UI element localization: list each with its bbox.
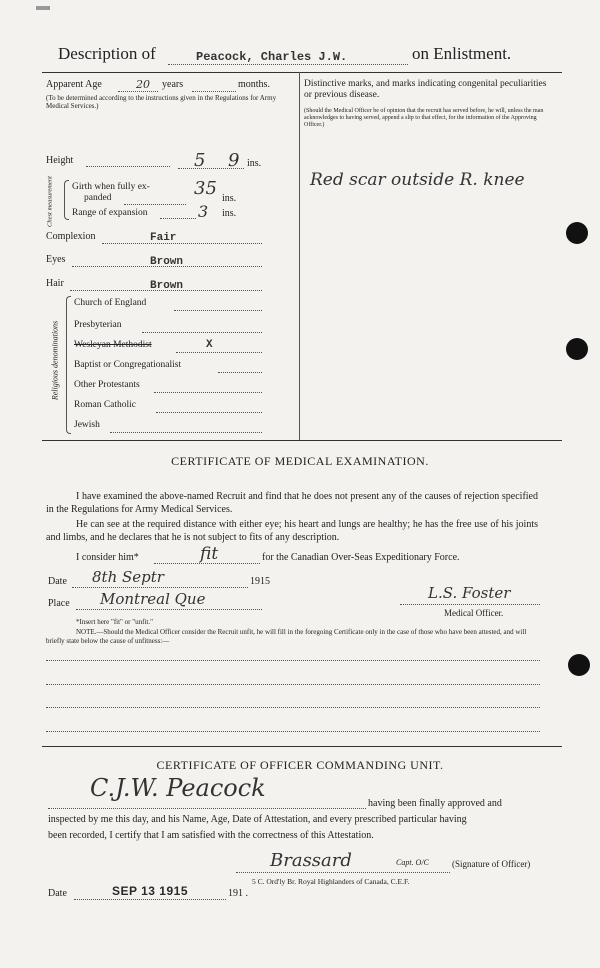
medical-note: NOTE.—Should the Medical Officer consider the Recruit unfit, he will fill in the foregoing Certificate only in the case of those who have been attested, and will briefly state below the cause of unfitness:— xyxy=(46,628,527,645)
age-months-label: months. xyxy=(238,79,270,90)
range-line xyxy=(160,218,196,219)
recruit-signature-line xyxy=(48,808,366,809)
commanding-text-1: having been finally approved and xyxy=(368,798,502,809)
consider-suffix: for the Canadian Over-Seas Expeditionary Force. xyxy=(262,552,460,563)
religion-line-2 xyxy=(176,352,262,353)
religion-item-0: Church of England xyxy=(74,298,147,308)
age-line xyxy=(118,91,158,92)
consider-prefix: I consider him* xyxy=(76,552,139,563)
medical-date-line xyxy=(72,587,248,588)
medical-officer-label: Medical Officer. xyxy=(444,608,504,618)
religion-item-1: Presbyterian xyxy=(74,320,122,330)
religion-line-4 xyxy=(154,392,262,393)
name-line xyxy=(168,64,408,65)
commanding-officer-signature: Brassard xyxy=(270,850,352,871)
religion-line-6 xyxy=(110,432,262,433)
height-line xyxy=(86,166,170,167)
commanding-date-stamp: SEP 13 1915 xyxy=(112,884,189,898)
medical-place-value: Montreal Que xyxy=(100,590,206,608)
punch-hole-middle xyxy=(566,338,588,360)
unfit-line-4 xyxy=(46,731,540,732)
medical-place-line xyxy=(76,609,262,610)
height-inches: 9 xyxy=(228,150,240,171)
medical-date-value: 8th Septr xyxy=(92,568,164,586)
complexion-value: Fair xyxy=(150,232,177,244)
top-mark xyxy=(36,6,50,10)
medical-place-label: Place xyxy=(48,598,70,609)
fit-line xyxy=(154,563,260,564)
hair-label: Hair xyxy=(46,278,64,289)
section-rule-2 xyxy=(42,746,562,747)
religion-brace xyxy=(66,296,71,434)
religion-item-6: Jewish xyxy=(74,420,100,430)
insert-note: *Insert here "fit" or "unfit." xyxy=(76,618,153,626)
range-value: 3 xyxy=(198,202,209,221)
religion-group-label: Religious denominations xyxy=(50,320,60,401)
punch-hole-lower xyxy=(568,654,590,676)
commanding-unit: 5 C. Ord'ly Br. Royal Highlanders of Canada, C.E.F. xyxy=(252,877,410,886)
chest-brace xyxy=(64,180,69,220)
commanding-signature-label: (Signature of Officer) xyxy=(452,859,531,869)
section-rule-1 xyxy=(42,440,562,441)
age-label: Apparent Age xyxy=(46,79,102,90)
marks-note: (Should the Medical Officer be of opinion that the recruit has served before, he will, unless the man acknowledges to having served, append a slip to that effect, for the information of the Approving Officer.) xyxy=(304,108,544,128)
months-line xyxy=(192,91,236,92)
religion-line-1 xyxy=(142,332,262,333)
age-years-label: years xyxy=(162,79,184,90)
commanding-heading: CERTIFICATE OF OFFICER COMMANDING UNIT. xyxy=(156,758,444,772)
religion-item-2: Wesleyan Methodist xyxy=(74,340,152,350)
commanding-date-line xyxy=(74,899,226,900)
medical-heading: CERTIFICATE OF MEDICAL EXAMINATION. xyxy=(171,454,429,468)
religion-item-4: Other Protestants xyxy=(74,380,140,390)
unfit-line-3 xyxy=(46,707,540,708)
header-title-left: Description of xyxy=(58,44,156,63)
commanding-text-2: inspected by me this day, and his Name, Age, Date of Attestation, and every prescribed particular having xyxy=(48,814,467,825)
medical-officer-signature: L.S. Foster xyxy=(428,584,511,602)
column-divider xyxy=(299,72,300,440)
unfit-line-1 xyxy=(46,660,540,661)
religion-line-5 xyxy=(156,412,262,413)
medical-para-2: He can see at the required distance with either eye; his heart and lungs are healthy; he has the free use of his joints and limbs, and he declares that he is not subject to fits of any description. xyxy=(46,519,538,543)
height-feet: 5 xyxy=(194,150,206,171)
religion-line-0 xyxy=(174,310,262,311)
commanding-date-suffix: 191 . xyxy=(228,888,248,899)
girth-unit: ins. xyxy=(222,193,237,204)
religion-mark: X xyxy=(206,339,213,351)
header-title-right: on Enlistment. xyxy=(412,44,512,63)
commanding-text-3: been recorded, I certify that I am satisfied with the correctness of this Attestation. xyxy=(48,830,374,841)
range-unit: ins. xyxy=(222,208,237,219)
religion-line-3 xyxy=(218,372,262,373)
religion-item-5: Roman Catholic xyxy=(74,400,137,410)
punch-hole-top xyxy=(566,222,588,244)
recruit-signature: C.J.W. Peacock xyxy=(90,774,266,802)
medical-officer-line xyxy=(400,604,540,605)
unfit-line-2 xyxy=(46,684,540,685)
fit-value: fit xyxy=(200,544,219,564)
chest-group-label: Chest measurement xyxy=(46,176,54,227)
commanding-officer-suffix: Capt. O/C xyxy=(396,858,429,867)
commanding-date-label: Date xyxy=(48,888,67,899)
religion-item-3: Baptist or Congregationalist xyxy=(74,360,182,370)
medical-date-label: Date xyxy=(48,576,67,587)
girth-line xyxy=(124,204,186,205)
top-rule xyxy=(42,72,562,73)
height-unit: ins. xyxy=(247,158,262,169)
hair-value: Brown xyxy=(150,280,184,292)
marks-heading: Distinctive marks, and marks indicating congenital peculiarities or previous disease. xyxy=(304,79,547,100)
girth-value: 35 xyxy=(194,178,217,199)
eyes-label: Eyes xyxy=(46,254,66,265)
medical-para-1: I have examined the above-named Recruit and find that he does not present any of the causes of rejection specified in the Regulations for Army Medical Services. xyxy=(46,491,538,515)
commanding-officer-line xyxy=(236,872,450,873)
girth-label-2: panded xyxy=(84,193,112,203)
age-years-value: 20 xyxy=(136,78,150,91)
medical-year: 1915 xyxy=(250,576,270,587)
range-label: Range of expansion xyxy=(72,208,148,218)
height-label: Height xyxy=(46,155,74,166)
girth-label-1: Girth when fully ex- xyxy=(72,182,150,192)
complexion-line xyxy=(102,243,262,244)
height-value-line xyxy=(178,168,244,169)
complexion-label: Complexion xyxy=(46,231,96,242)
marks-value: Red scar outside R. knee xyxy=(310,170,525,190)
eyes-value: Brown xyxy=(150,256,184,268)
age-note: (To be determined according to the instructions given in the Regulations for Army Medical Services.) xyxy=(46,94,277,110)
recruit-name: Peacock, Charles J.W. xyxy=(196,50,348,64)
